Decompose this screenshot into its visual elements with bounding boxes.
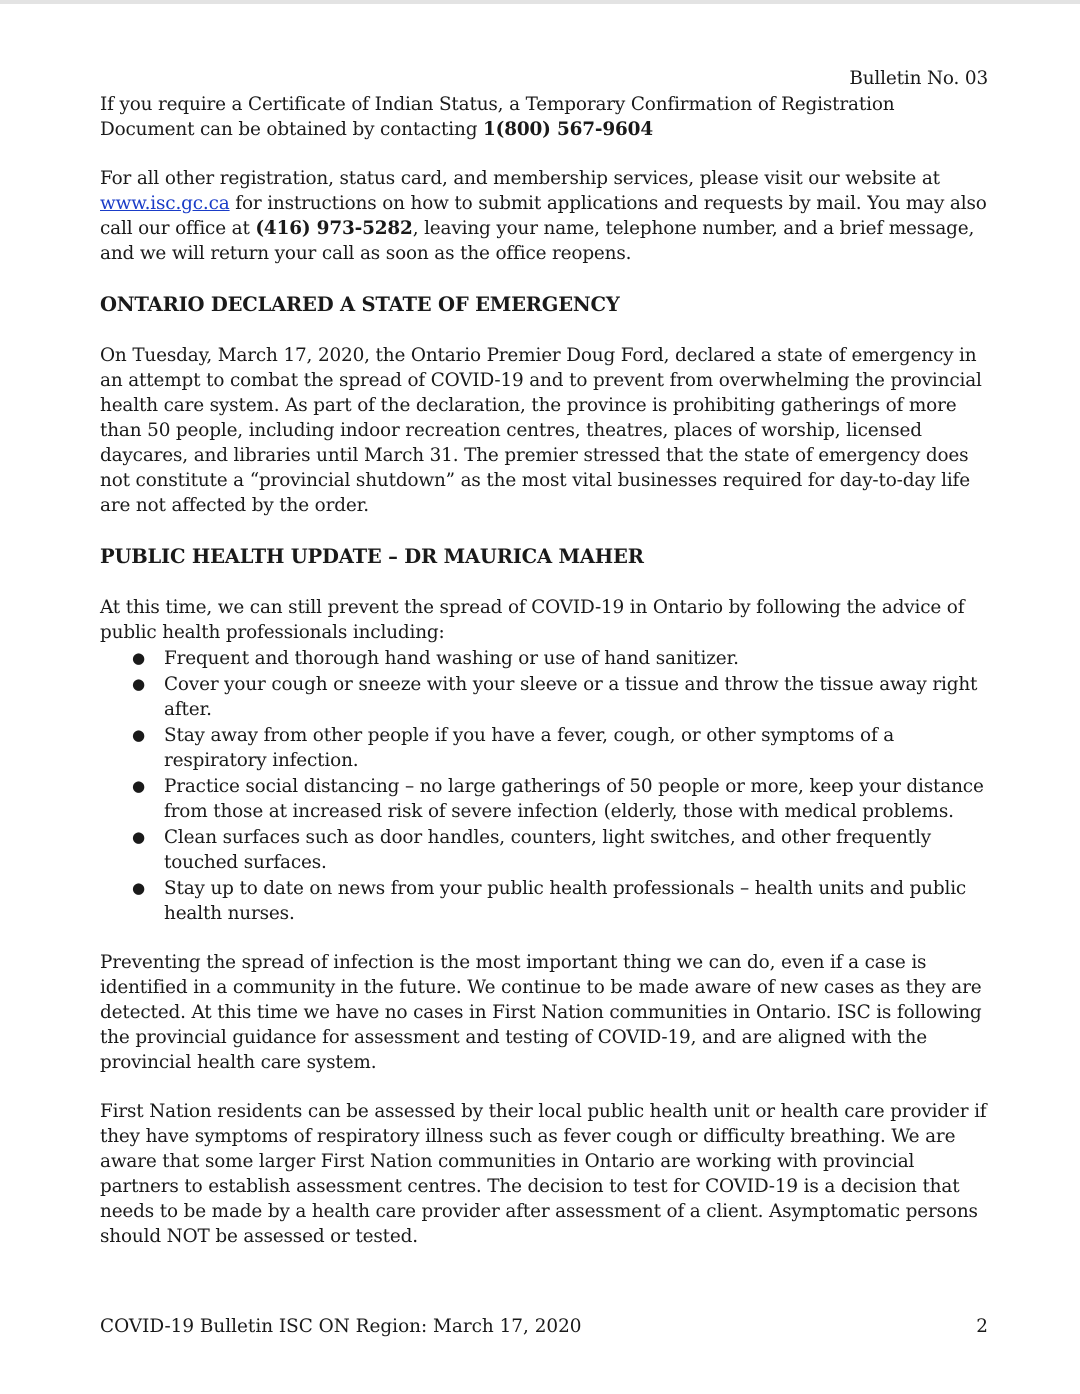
list-item xyxy=(100,672,988,722)
health-intro-paragraph: At this time, we can still prevent the spread of COVID-19 in Ontario by following the advice of public health professionals including: xyxy=(100,597,965,643)
bullet-icon: ● xyxy=(132,649,145,667)
list-item-text: Cover your cough or sneeze with your sleeve or a tissue and throw the tissue away right after. xyxy=(164,674,978,720)
list-item xyxy=(100,723,988,773)
health-update-heading: PUBLIC HEALTH UPDATE – DR MAURICA MAHER xyxy=(100,545,644,568)
prevention-paragraph: Preventing the spread of infection is the most important thing we can do, even if a case is identified in a community in the future. We continue to be made aware of new cases as they are detected. At this time we have no cases in First Nation communities in Ontario. ISC is following the provincial guidance for assessment and testing of COVID-19, and are aligned with the provincial health care system. xyxy=(100,952,982,1073)
list-item-text: Stay up to date on news from your public health professionals – health units and public health nurses. xyxy=(164,878,967,924)
emergency-paragraph: On Tuesday, March 17, 2020, the Ontario Premier Doug Ford, declared a state of emergency in an attempt to combat the spread of COVID-19 and to prevent from overwhelming the provincial health care system. As part of the declaration, the province is prohibiting gatherings of more than 50 people, including indoor recreation centres, theatres, places of worship, licensed daycares, and libraries until March 31. The premier stressed that the state of emergency does not constitute a “provincial shutdown” as the most vital businesses required for day-to-day life are not affected by the order. xyxy=(100,345,982,516)
page-number: 2 xyxy=(976,1316,988,1337)
bullet-icon: ● xyxy=(132,879,145,897)
bullet-icon: ● xyxy=(132,828,145,846)
bulletin-number: Bulletin No. 03 xyxy=(849,68,988,89)
services-text-b: for instructions on how to submit applications and requests by mail. You may also call our office at xyxy=(100,193,987,239)
list-item xyxy=(100,774,988,824)
list-item xyxy=(100,825,988,875)
health-advice-list xyxy=(100,646,988,926)
emergency-heading: ONTARIO DECLARED A STATE OF EMERGENCY xyxy=(100,293,620,316)
website-link[interactable]: www.isc.gc.ca xyxy=(100,193,230,214)
list-item xyxy=(100,646,988,671)
list-item-text: Frequent and thorough hand washing or use of hand sanitizer. xyxy=(164,648,739,669)
office-phone: (416) 973-5282 xyxy=(255,218,413,239)
bullet-icon: ● xyxy=(132,777,145,795)
page-footer xyxy=(100,1314,988,1340)
services-text-c: , leaving your name, telephone number, and a brief message, and we will return your call as soon as the office reopens. xyxy=(100,218,975,264)
footer-title: COVID-19 Bulletin ISC ON Region: March 17, 2020 xyxy=(100,1316,582,1337)
list-item xyxy=(100,876,988,926)
list-item-text: Practice social distancing – no large gatherings of 50 people or more, keep your distance from those at increased risk of severe infection (elderly, those with medical problems. xyxy=(164,776,984,822)
registration-phone: 1(800) 567-9604 xyxy=(483,119,653,140)
bullet-icon: ● xyxy=(132,675,145,693)
list-item-text: Clean surfaces such as door handles, counters, light switches, and other frequently touched surfaces. xyxy=(164,827,931,873)
registration-paragraph xyxy=(100,92,988,142)
document-page xyxy=(100,66,988,1249)
services-text-a: For all other registration, status card, and membership services, please visit our website at xyxy=(100,168,940,189)
assessment-paragraph: First Nation residents can be assessed by their local public health unit or health care provider if they have symptoms of respiratory illness such as fever cough or difficulty breathing. We are aware that some larger First Nation communities in Ontario are working with provincial partners to establish assessment centres. The decision to test for COVID-19 is a decision that needs to be made by a health care provider after assessment of a client. Asymptomatic persons should NOT be assessed or tested. xyxy=(100,1101,987,1247)
top-border xyxy=(0,0,1080,4)
registration-text: If you require a Certificate of Indian Status, a Temporary Confirmation of Registration Document can be obtained by contacting xyxy=(100,94,895,140)
list-item-text: Stay away from other people if you have a fever, cough, or other symptoms of a respiratory infection. xyxy=(164,725,895,771)
bullet-icon: ● xyxy=(132,726,145,744)
services-paragraph xyxy=(100,166,988,266)
